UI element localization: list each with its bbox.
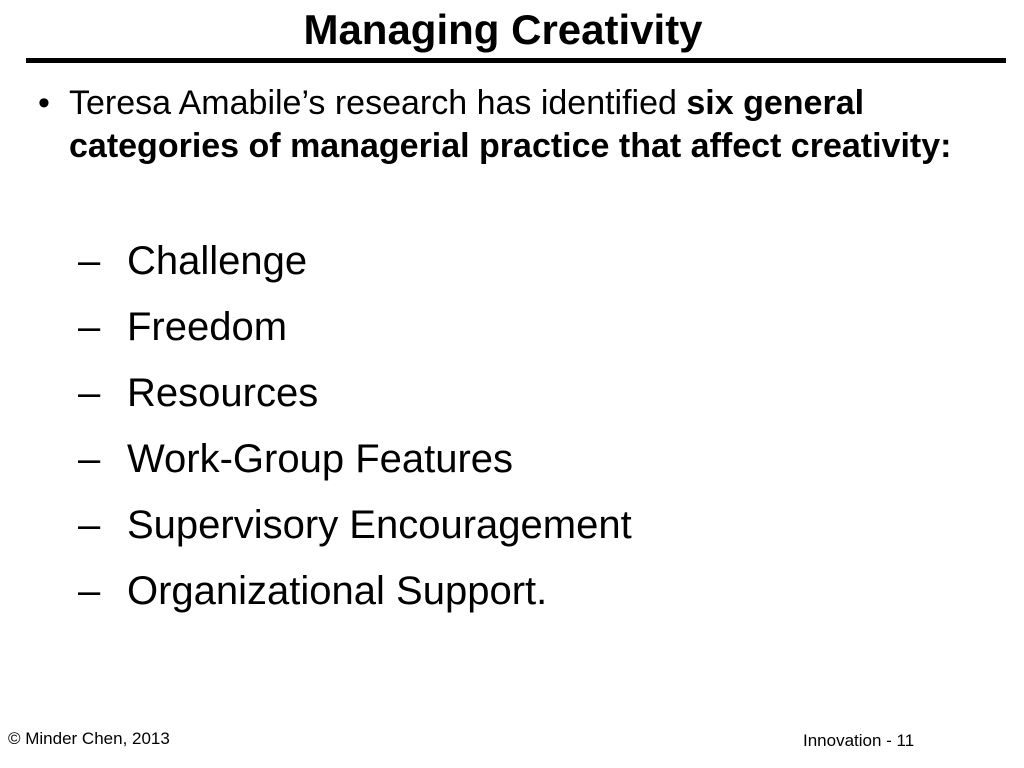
- bullet-marker: •: [38, 84, 50, 122]
- bullet-bold-text: six general categories of managerial practice that affect creativity:: [69, 84, 952, 165]
- dash-marker: –: [78, 239, 101, 283]
- category-label-resources: Resources: [127, 371, 319, 415]
- footer-slide-number: Innovation - 11: [803, 731, 915, 750]
- dash-marker: –: [78, 569, 101, 613]
- dash-marker: –: [78, 305, 101, 349]
- category-label-work-group-features: Work-Group Features: [127, 437, 514, 481]
- list-item: [78, 294, 632, 360]
- category-label-supervisory-encouragement: Supervisory Encouragement: [127, 503, 632, 547]
- main-bullet: [38, 82, 968, 168]
- slide-title: Managing Creativity: [303, 6, 703, 53]
- dash-marker: –: [78, 437, 101, 481]
- category-label-challenge: Challenge: [127, 239, 308, 283]
- category-list: [78, 228, 632, 624]
- bullet-text: [69, 82, 968, 168]
- dash-marker: –: [78, 503, 101, 547]
- category-label-organizational-support: Organizational Support.: [127, 569, 548, 613]
- list-item: [78, 426, 632, 492]
- title-underline: [26, 58, 1006, 63]
- list-item: [78, 492, 632, 558]
- list-item: [78, 228, 632, 294]
- footer-copyright: © Minder Chen, 2013: [8, 729, 170, 748]
- dash-marker: –: [78, 371, 101, 415]
- category-label-freedom: Freedom: [127, 305, 288, 349]
- bullet-intro-text: Teresa Amabile’s research has identified: [69, 84, 687, 122]
- list-item: [78, 558, 632, 624]
- list-item: [78, 360, 632, 426]
